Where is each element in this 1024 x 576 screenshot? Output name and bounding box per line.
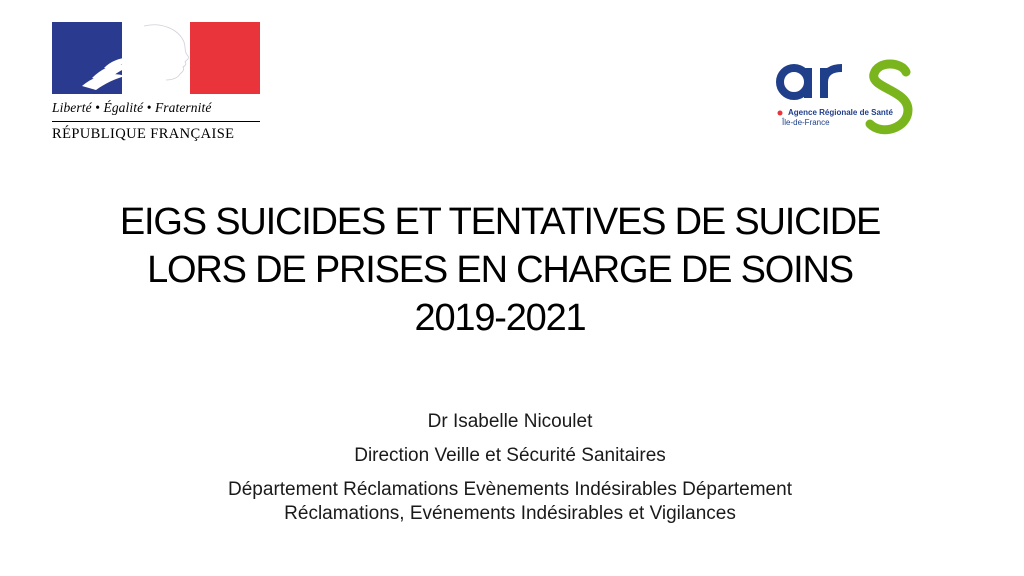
ars-logo: [770, 56, 920, 146]
department-line-2: Réclamations, Evénements Indésirables et Vigilances: [284, 503, 736, 524]
title-line-2: LORS DE PRISES EN CHARGE DE SOINS: [147, 249, 853, 291]
author-name: Dr Isabelle Nicoulet: [427, 411, 593, 432]
slide-title: [60, 198, 940, 342]
republic-name: RÉPUBLIQUE FRANÇAISE: [52, 126, 235, 142]
ars-agency-label: Agence Régionale de Santé: [788, 108, 893, 117]
title-line-3: 2019-2021: [414, 297, 586, 339]
slide-subtitle: [60, 410, 960, 526]
republique-francaise-logo: [52, 22, 262, 146]
marianne-flag-icon: [52, 22, 260, 94]
title-line-1: EIGS SUICIDES ET TENTATIVES DE SUICIDE: [119, 201, 881, 243]
department-line-1: Département Réclamations Evènements Indésirables Département: [228, 479, 792, 500]
ars-region-label: Île-de-France: [782, 118, 830, 127]
direction-name: Direction Veille et Sécurité Sanitaires: [354, 445, 666, 466]
republic-motto: Liberté • Égalité • Fraternité: [52, 100, 212, 115]
logo-divider: [52, 121, 260, 122]
